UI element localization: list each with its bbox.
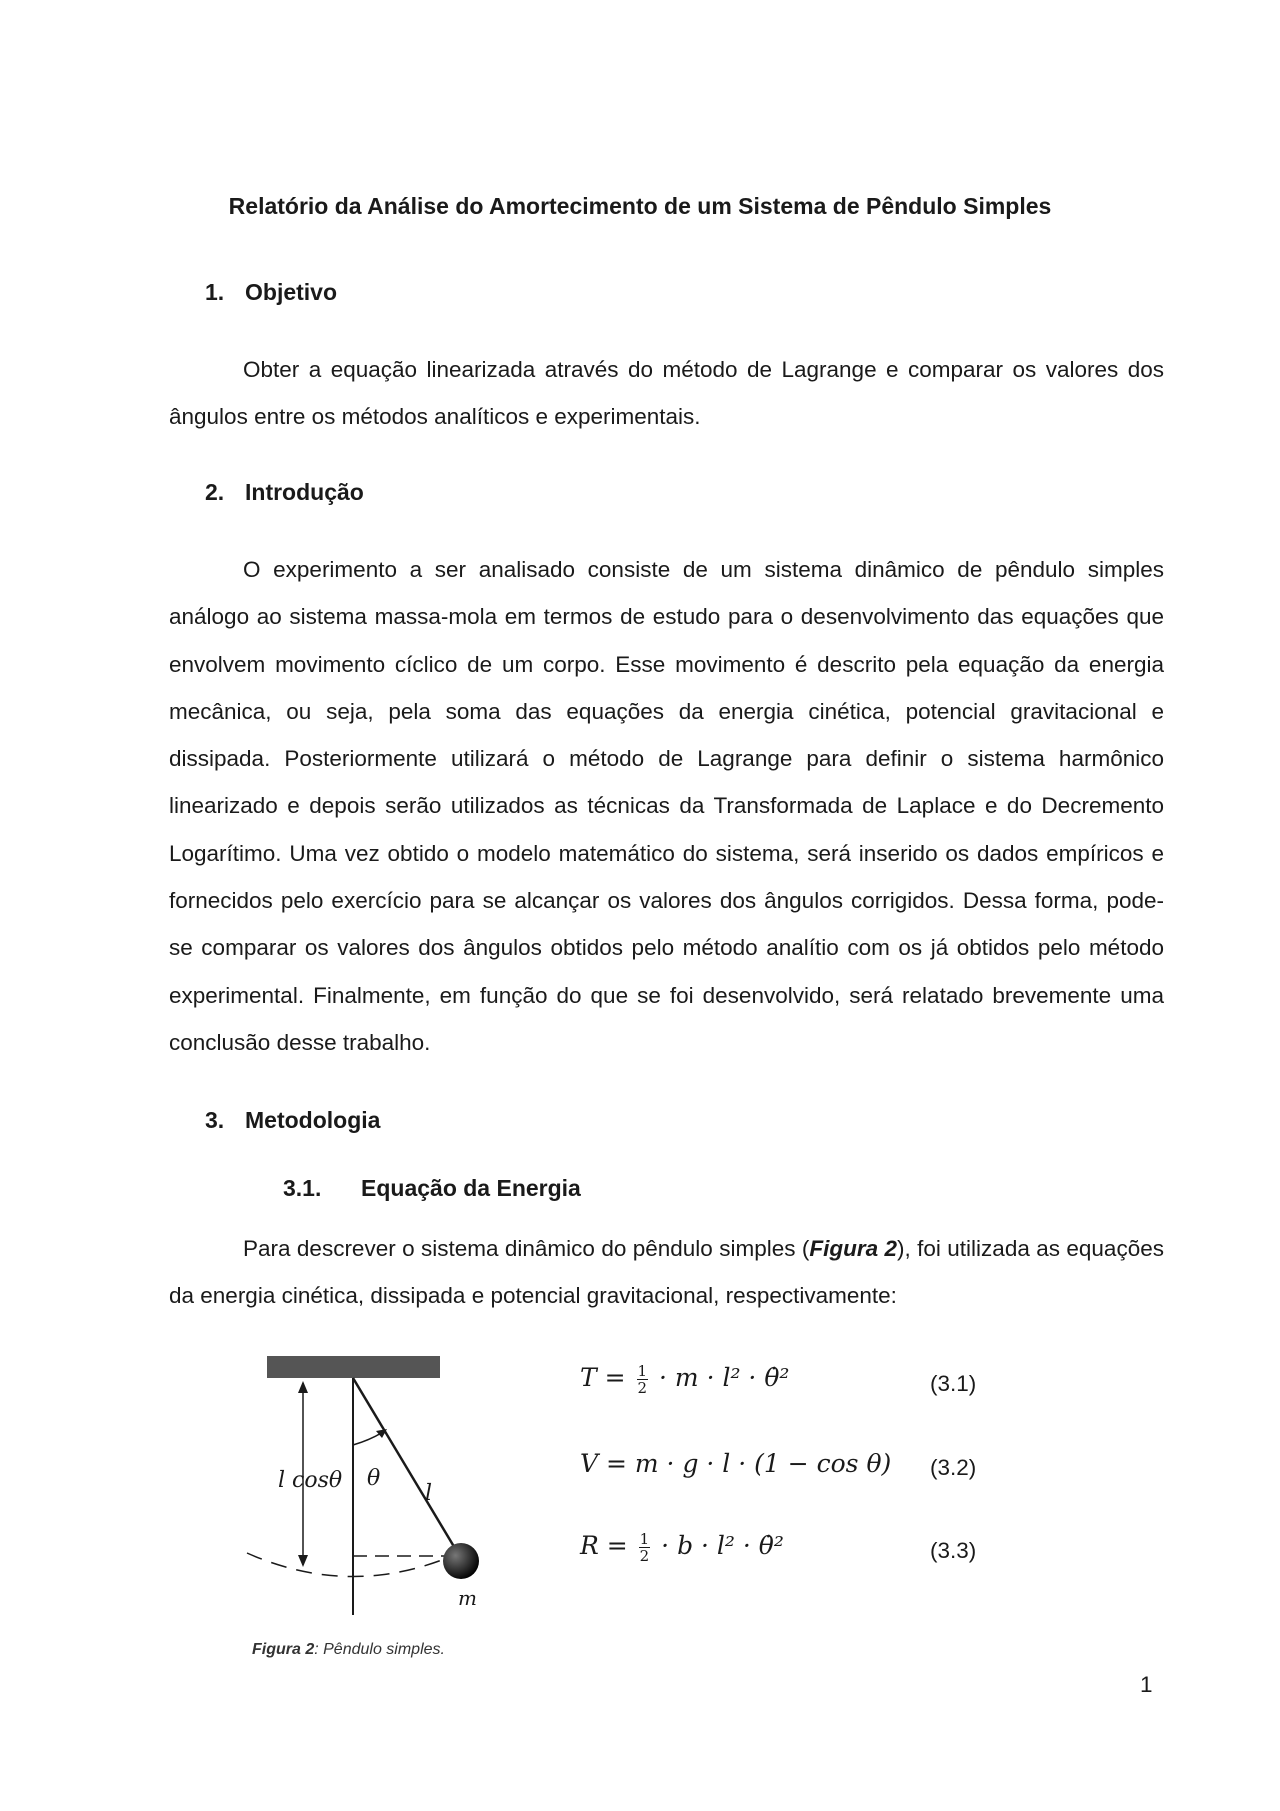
subsection-number: 3.1.: [283, 1175, 322, 1201]
equation-kinetic: [580, 1363, 789, 1396]
label-l: l: [425, 1481, 433, 1506]
paragraph-text: Para descrever o sistema dinâmico do pêndulo simples (: [243, 1236, 810, 1261]
label-lcos: l cosθ: [278, 1468, 343, 1493]
label-m: m: [458, 1586, 477, 1610]
caption-label: Figura 2: [252, 1641, 315, 1658]
dimension-arrow-up: [298, 1381, 308, 1393]
equation-number: (3.2): [930, 1455, 977, 1480]
fraction-denominator: 2: [637, 1379, 648, 1397]
paragraph-energia: [169, 1225, 1164, 1320]
equation-rhs: · b · l² · θ̇²: [661, 1531, 784, 1560]
section-heading-metodologia: [205, 1107, 380, 1134]
fraction-denominator: 2: [639, 1547, 650, 1565]
paragraph-introducao: [169, 546, 1164, 1066]
paragraph-objetivo: [169, 346, 1164, 441]
equation-lhs: R =: [580, 1531, 628, 1560]
fraction-numerator: 1: [637, 1362, 648, 1380]
section-number: 3.: [205, 1107, 225, 1133]
document-title: Relatório da Análise do Amortecimento de um Sistema de Pêndulo Simples: [228, 193, 1052, 219]
section-heading-introducao: [205, 479, 364, 506]
label-theta: θ: [367, 1466, 381, 1491]
equation-potential: [580, 1449, 891, 1478]
section-title: Introdução: [245, 479, 364, 505]
paragraph-text: ), foi utilizada as equações da energia cinética, dissipada e potencial gravitacional, respectivamente:: [169, 1236, 1164, 1309]
fraction: [637, 1363, 649, 1396]
section-number: 1.: [205, 279, 225, 305]
page-number: 1: [1140, 1672, 1153, 1697]
ceiling-support: [267, 1356, 440, 1378]
equation-lhs: V = m · g · l · (1 − cos θ): [580, 1449, 892, 1478]
subsection-heading-energia: [283, 1175, 581, 1202]
section-heading-objetivo: [205, 279, 337, 306]
figure-caption: [252, 1641, 445, 1659]
section-number: 2.: [205, 479, 225, 505]
equation-number: (3.1): [930, 1371, 977, 1396]
paragraph-text: Obter a equação linearizada através do método de Lagrange e comparar os valores dos ângulos entre os métodos analíticos e experimentais.: [169, 357, 1164, 430]
pendulum-figure: [230, 1345, 510, 1635]
theta-arc: [353, 1432, 383, 1445]
equation-number: (3.3): [930, 1538, 977, 1563]
fraction-numerator: 1: [639, 1530, 650, 1548]
paragraph-text: O experimento a ser analisado consiste de um sistema dinâmico de pêndulo simples análogo ao sistema massa-mola em termos de estudo para o desenvolvimento das equações que envolvem movimento cíclico de um corpo. Esse movimento é descrito pela equação da energia mecânica, ou seja, pela soma das equações da energia cinética, potencial gravitacional e dissipada. Posteriormente utilizará o método de Lagrange para definir o sistema harmônico linearizado e depois serão utilizados as técnicas da Transformada de Laplace e do Decremento Logarítimo. Uma vez obtido o modelo matemático do sistema, será inserido os dados empíricos e fornecidos pelo exercício para se alcançar os valores dos ângulos corrigidos. Dessa forma, pode-se comparar os valores dos ângulos obtidos pelo método analítio com os já obtidos pelo método experimental. Finalmente, em função do que se foi desenvolvido, será relatado brevemente uma conclusão desse trabalho.: [169, 557, 1164, 1055]
fraction: [639, 1531, 651, 1564]
section-title: Metodologia: [245, 1107, 381, 1133]
equation-lhs: T =: [580, 1363, 626, 1392]
subsection-title: Equação da Energia: [361, 1175, 581, 1201]
dimension-arrow-down: [298, 1555, 308, 1567]
figure-reference[interactable]: Figura 2: [809, 1236, 898, 1261]
pendulum-mass-bob: [443, 1543, 479, 1579]
caption-text: : Pêndulo simples.: [314, 1641, 445, 1658]
equation-rhs: · m · l² · θ̇²: [659, 1363, 790, 1392]
section-title: Objetivo: [245, 279, 338, 305]
equation-dissipated: [580, 1531, 784, 1564]
